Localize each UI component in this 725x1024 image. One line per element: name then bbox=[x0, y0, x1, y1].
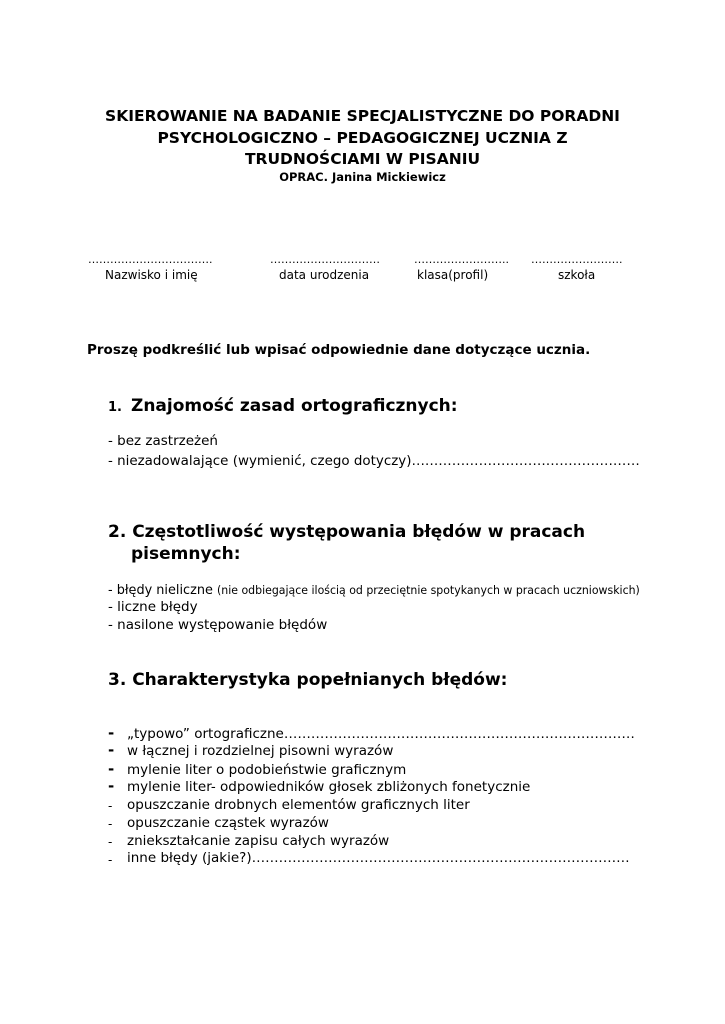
list-dash: - bbox=[108, 835, 113, 849]
section-1-option-2: - niezadowalające (wymienić, czego dotyczy)…………………………………………… bbox=[108, 453, 640, 469]
section-3-item-1: „typowo” ortograficzne…………………………………………………………………… bbox=[127, 726, 635, 742]
section-3-item-2: w łącznej i rozdzielnej pisowni wyrazów bbox=[127, 743, 394, 759]
birthdate-field-label: data urodzenia bbox=[279, 268, 370, 282]
list-dash: - bbox=[108, 741, 115, 759]
class-field-dots[interactable]: …………………….. bbox=[414, 253, 509, 266]
list-dash: - bbox=[108, 724, 115, 742]
list-dash: - bbox=[108, 853, 113, 867]
section-3-item-8: inne błędy (jakie?)………………………………………………………………………… bbox=[127, 850, 630, 866]
class-field-label: klasa(profil) bbox=[417, 268, 489, 282]
author-credit: OPRAC. Janina Mickiewicz bbox=[279, 170, 446, 184]
document-title-line-2: PSYCHOLOGICZNO – PEDAGOGICZNEJ UCZNIA Z bbox=[157, 129, 568, 147]
section-3-heading: 3. Charakterystyka popełnianych błędów: bbox=[108, 670, 508, 690]
section-3-item-7: zniekształcanie zapisu całych wyrazów bbox=[127, 833, 390, 849]
section-3-item-3: mylenie liter o podobieństwie graficznym bbox=[127, 762, 407, 778]
section-1-number: 1. bbox=[108, 400, 122, 415]
section-2-option-1-note: (nie odbiegające ilością od przeciętnie spotykanych w pracach uczniowskich) bbox=[217, 583, 640, 597]
document-title-line-1: SKIEROWANIE NA BADANIE SPECJALISTYCZNE DO PORADNI bbox=[105, 107, 620, 125]
section-2-option-1 bbox=[108, 582, 640, 598]
name-field-label: Nazwisko i imię bbox=[105, 268, 198, 282]
instruction-text: Proszę podkreślić lub wpisać odpowiednie dane dotyczące ucznia. bbox=[87, 342, 591, 358]
section-2-option-1-main: - błędy nieliczne bbox=[108, 582, 218, 598]
section-3-item-4: mylenie liter- odpowiedników głosek zbliżonych fonetycznie bbox=[127, 779, 531, 795]
section-2-option-3: - nasilone występowanie błędów bbox=[108, 617, 328, 633]
document-title-line-3: TRUDNOŚCIAMI W PISANIU bbox=[244, 150, 481, 168]
list-dash: - bbox=[108, 760, 115, 778]
section-2-option-2: - liczne błędy bbox=[108, 599, 198, 615]
school-field-label: szkoła bbox=[558, 268, 596, 282]
section-3-item-6: opuszczanie cząstek wyrazów bbox=[127, 815, 329, 831]
section-1-heading: Znajomość zasad ortograficznych: bbox=[131, 396, 458, 416]
birthdate-field-dots[interactable]: ………………………… bbox=[270, 253, 380, 266]
section-2-heading-line-2: pisemnych: bbox=[131, 544, 241, 564]
school-field-dots[interactable]: ……………………. bbox=[531, 253, 623, 266]
list-dash: - bbox=[108, 817, 113, 831]
list-dash: - bbox=[108, 799, 113, 813]
name-field-dots[interactable]: ……………………………. bbox=[88, 253, 213, 266]
section-1-option-1: - bez zastrzeżeń bbox=[108, 433, 218, 449]
section-2-heading-line-1: 2. Częstotliwość występowania błędów w pracach bbox=[108, 522, 586, 542]
section-3-item-5: opuszczanie drobnych elementów graficznych liter bbox=[127, 797, 470, 813]
list-dash: - bbox=[108, 777, 115, 795]
